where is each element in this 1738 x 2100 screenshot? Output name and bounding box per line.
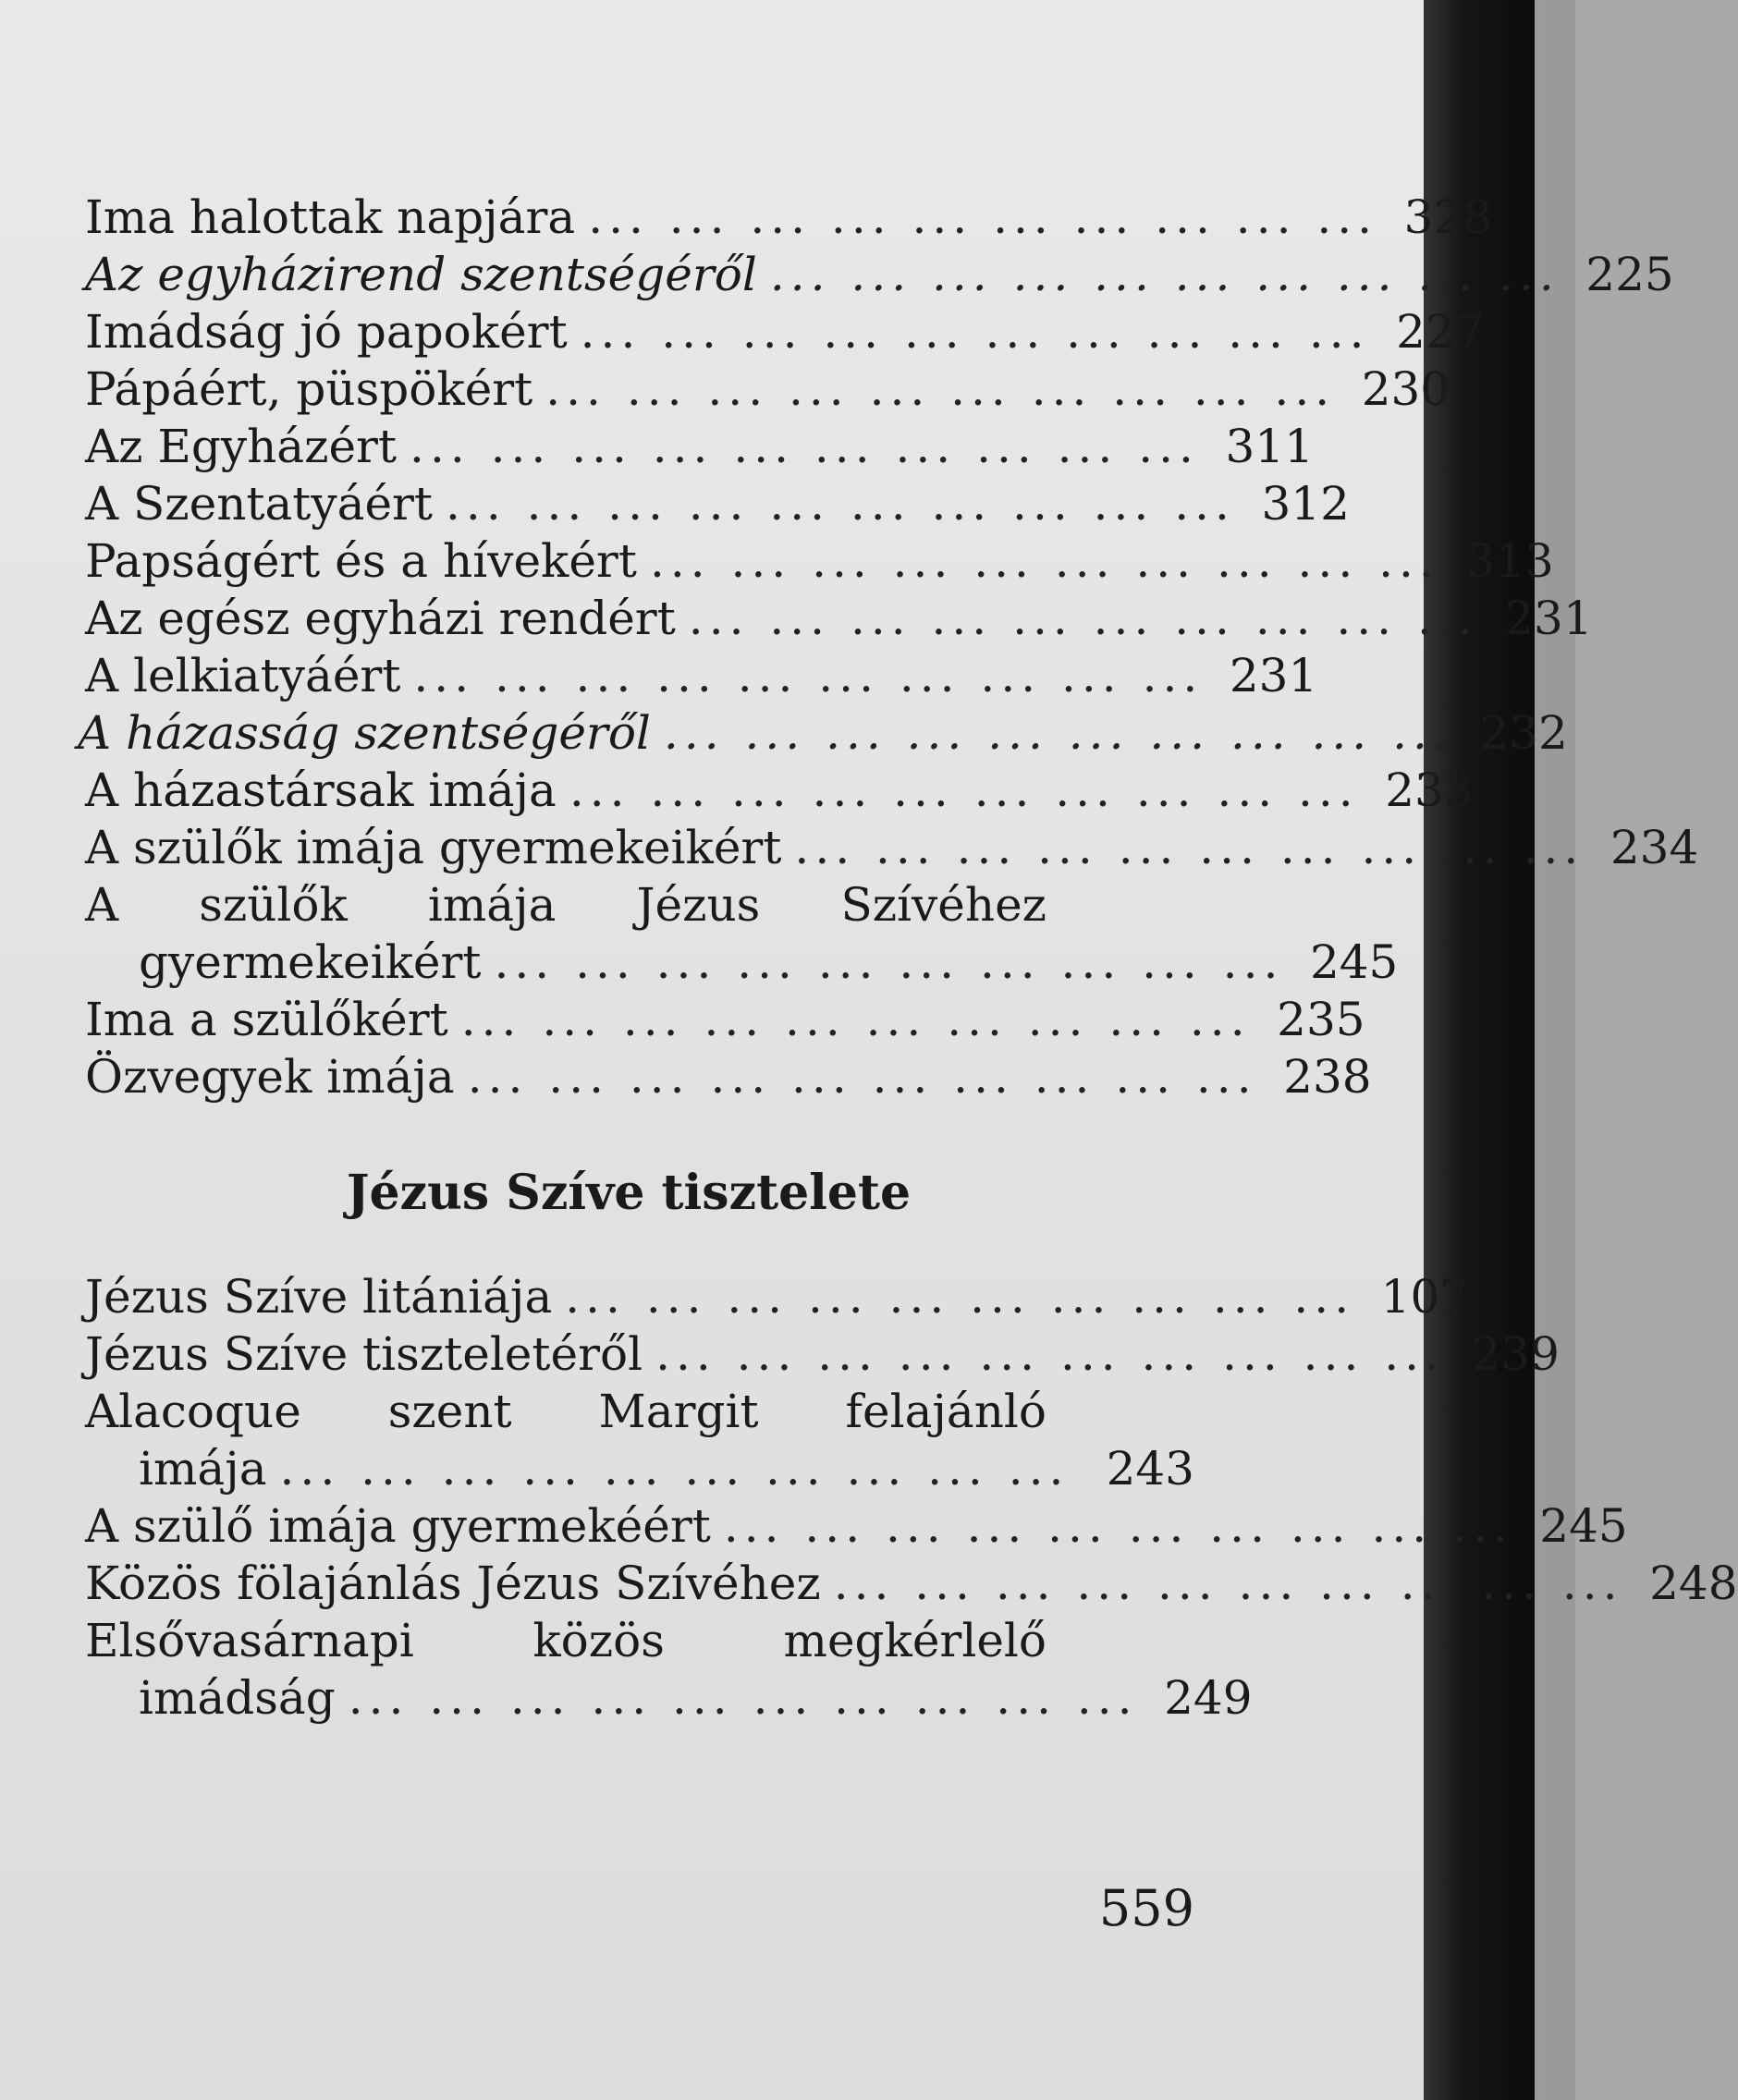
toc-entry-title: Közös fölajánlás Jézus Szívéhez: [85, 1557, 821, 1610]
toc-entry: [85, 303, 1485, 360]
toc-entry-title: Özvegyek imája: [85, 1050, 455, 1104]
dot-leader: ... ... ... ... ... ... ... ... ... ...: [833, 1557, 1623, 1610]
toc-entry-page: 248: [1649, 1557, 1738, 1610]
toc-entry-page: 238: [1283, 1050, 1372, 1104]
toc-entry-title: Az egész egyházi rendért: [85, 592, 676, 645]
toc-entry-title: A házastársak imája: [85, 763, 557, 817]
toc-entry: [85, 475, 1350, 532]
toc-entry-title: A Szentatyáért: [85, 477, 434, 531]
dot-leader: ... ... ... ... ... ... ... ... ... ...: [467, 1050, 1257, 1104]
toc-entry: [85, 762, 1474, 819]
dot-leader: ... ... ... ... ... ... ... ... ... ...: [460, 993, 1251, 1046]
toc-entry-page: 230: [1361, 362, 1450, 416]
dot-leader: ... ... ... ... ... ... ... ... ... ...: [588, 190, 1378, 244]
toc-entry-page: 312: [1261, 477, 1350, 531]
dot-leader: ... ... ... ... ... ... ... ... ... ...: [410, 420, 1199, 473]
dot-leader: ... ... ... ... ... ... ... ... ... ...: [794, 821, 1585, 874]
toc-entry-title: Jézus Szíve litániája: [85, 1270, 553, 1324]
dot-leader: ... ... ... ... ... ... ... ... ... ...: [649, 534, 1439, 588]
toc-entry-page: 232: [1479, 706, 1568, 760]
toc-entry-first-line: A szülők imája Jézus Szívéhez: [85, 878, 1046, 932]
toc-entry-page: 235: [1277, 993, 1365, 1046]
toc-entry-page: 233: [1385, 763, 1474, 817]
toc-entry: [85, 1268, 1470, 1325]
dot-leader: ... ... ... ... ... ... ... ... ... ...: [446, 477, 1235, 531]
toc-entry-title: Papságért és a hívekért: [85, 534, 637, 588]
dot-leader: ... ... ... ... ... ... ... ... ... ...: [723, 1499, 1513, 1553]
toc-entry-title: Pápáért, püspökért: [85, 362, 533, 416]
toc-entry-title: Ima halottak napjára: [85, 190, 576, 244]
toc-entry: [85, 360, 1450, 418]
toc-entry-title: Imádság jó papokért: [85, 305, 568, 359]
toc-entry-page: 225: [1585, 248, 1674, 301]
toc-entry-title: imádság: [139, 1671, 336, 1725]
toc-entry: [85, 1048, 1372, 1105]
toc-entry: [139, 1669, 1253, 1727]
toc-entry: [85, 418, 1314, 475]
toc-entry-page: 107: [1380, 1270, 1470, 1324]
toc-entry-page: 245: [1309, 935, 1399, 989]
toc-entry: [85, 991, 1365, 1048]
toc-entry-page: 313: [1465, 534, 1554, 588]
toc-entry-page: 239: [1471, 1327, 1560, 1381]
dot-leader: ... ... ... ... ... ... ... ... ... ...: [545, 362, 1336, 416]
dot-leader: ... ... ... ... ... ... ... ... ... ...: [688, 592, 1478, 645]
toc-entry: [139, 934, 1399, 991]
toc-entry: [85, 647, 1318, 704]
toc-entry: [85, 1555, 1738, 1612]
toc-entry: [85, 1497, 1628, 1555]
toc-entry-title: Jézus Szíve tiszteletéről: [85, 1327, 643, 1381]
dot-leader: ... ... ... ... ... ... ... ... ... ...: [569, 763, 1359, 817]
toc-entry: [85, 189, 1493, 246]
toc-entry-title: Az egyházirend szentségéről: [85, 248, 757, 301]
page-number: 559: [1098, 1879, 1194, 1937]
toc-entry: [139, 1440, 1194, 1497]
dot-leader: ... ... ... ... ... ... ... ... ... ...: [494, 935, 1284, 989]
toc-entry-page: 243: [1106, 1442, 1194, 1496]
toc-entry-title: A lelkiatyáért: [85, 649, 401, 702]
dot-leader: ... ... ... ... ... ... ... ... ... ...: [348, 1671, 1138, 1725]
toc-entry-page: 231: [1504, 592, 1593, 645]
toc-entry-page: 328: [1403, 190, 1493, 244]
toc-entry-title: A házasság szentségéről: [78, 706, 651, 760]
toc-entry-page: 231: [1229, 649, 1318, 702]
toc-entry: [85, 819, 1699, 876]
dot-leader: ... ... ... ... ... ... ... ... ... ...: [655, 1327, 1445, 1381]
toc-entry-page: 227: [1396, 305, 1485, 359]
toc-entry: [85, 246, 1674, 303]
toc-entry: [85, 1325, 1560, 1383]
toc-entry-page: 234: [1609, 821, 1699, 874]
dot-leader: ... ... ... ... ... ... ... ... ... ...: [580, 305, 1370, 359]
toc-entry-page: 245: [1539, 1499, 1628, 1553]
toc-entry-title: imája: [139, 1442, 267, 1496]
toc-entry: [85, 590, 1593, 647]
toc-entry-title: Az Egyházért: [85, 420, 398, 473]
toc-entry-first-line: Elsővasárnapi közös megkérlelő: [85, 1614, 1046, 1667]
toc-entry-first-line: Alacoque szent Margit felajánló: [85, 1385, 1046, 1438]
dot-leader: ... ... ... ... ... ... ... ... ... ...: [769, 248, 1560, 301]
toc-entry-page: 311: [1225, 420, 1314, 473]
section-heading: Jézus Szíve tisztelete: [346, 1165, 912, 1221]
toc-entry-title: A szülők imája gyermekeikért: [85, 821, 782, 874]
dot-leader: ... ... ... ... ... ... ... ... ... ...: [565, 1270, 1355, 1324]
dot-leader: ... ... ... ... ... ... ... ... ... ...: [413, 649, 1204, 702]
toc-entry: [78, 704, 1568, 762]
toc-entry-title: gyermekeikért: [139, 935, 482, 989]
toc-entry: [85, 532, 1554, 590]
dot-leader: ... ... ... ... ... ... ... ... ... ...: [663, 706, 1453, 760]
dot-leader: ... ... ... ... ... ... ... ... ... ...: [279, 1442, 1070, 1496]
toc-entry-title: A szülő imája gyermekéért: [85, 1499, 711, 1553]
toc-entry-title: Ima a szülőkért: [85, 993, 448, 1046]
toc-entry-page: 249: [1164, 1671, 1253, 1725]
